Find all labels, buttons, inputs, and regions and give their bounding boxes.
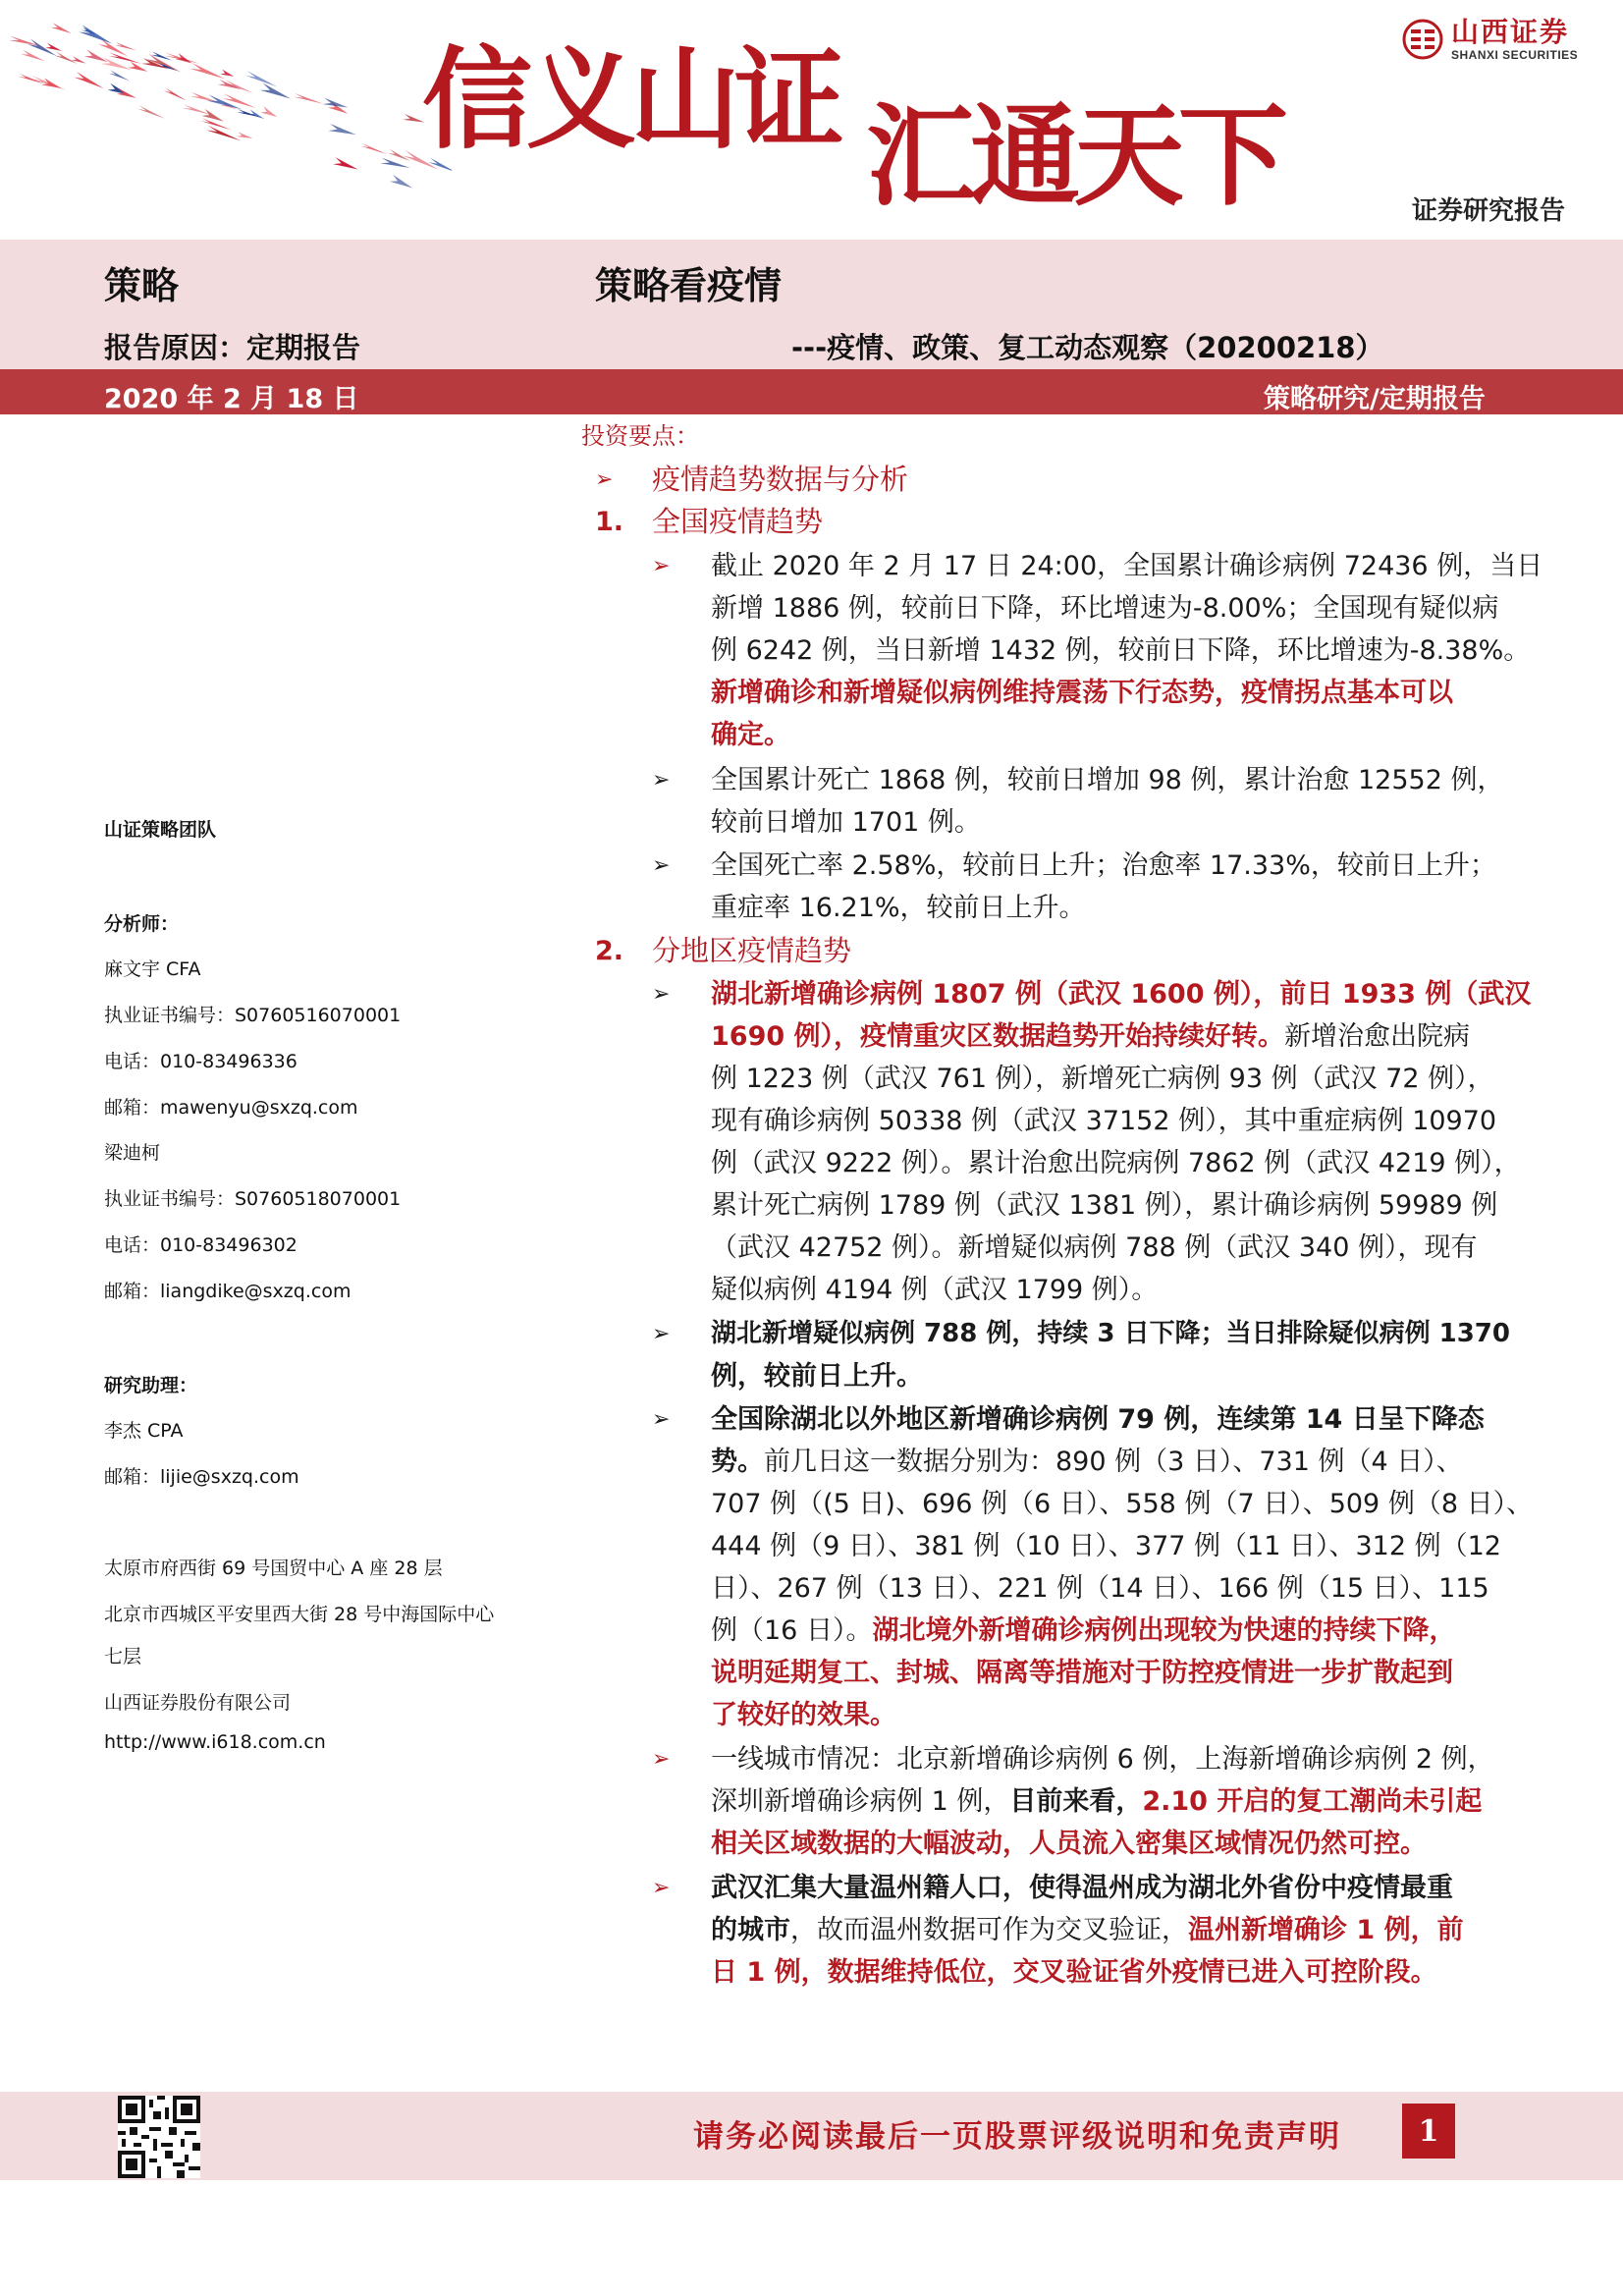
paragraph-line: （武汉 42752 例）。新增疑似病例 788 例（武汉 340 例），现有 (711, 1232, 1478, 1263)
analyst-1-email[interactable]: 邮箱：mawenyu@sxzq.com (104, 1097, 358, 1119)
arrow-shape (84, 50, 110, 66)
key-points-label: 投资要点： (581, 422, 699, 450)
arrow-shape (41, 78, 63, 91)
inline-text: 例（16 日）。 (711, 1615, 873, 1646)
inline-text: 新增治愈出院病 (1284, 1021, 1471, 1052)
paragraph-line: 全国累计死亡 1868 例，较前日增加 98 例，累计治愈 12552 例， (711, 765, 1504, 795)
arrow-bullet-icon: ➢ (595, 467, 614, 492)
analyst-1-cert: 执业证书编号：S0760516070001 (104, 1005, 402, 1026)
paragraph-line-highlight: 相关区域数据的大幅波动，人员流入密集区域情况仍然可控。 (711, 1829, 1427, 1859)
arrow-shape (164, 87, 188, 102)
arrow-shape (260, 106, 279, 120)
inline-text: 前几日这一数据分别为：890 例（3 日）、731 例（4 日）、 (764, 1447, 1463, 1477)
arrow-bullet-icon: ➢ (652, 768, 671, 793)
paragraph-line: 累计死亡病例 1789 例（武汉 1381 例），累计确诊病例 59989 例 (711, 1190, 1498, 1221)
arrow-shape (183, 104, 213, 117)
assistant-label: 研究助理： (104, 1375, 198, 1396)
arrow-shape (206, 126, 242, 143)
arrow-bullet-icon: ➢ (652, 853, 671, 878)
paragraph-line (711, 1617, 1455, 1644)
arrow-shape (260, 83, 293, 103)
paragraph-line (711, 1788, 1482, 1815)
assistant-name: 李杰 CPA (104, 1420, 184, 1442)
paragraph-line: 较前日增加 1701 例。 (711, 807, 981, 838)
logo-mark-icon (1402, 19, 1443, 60)
banner (0, 0, 1623, 240)
slogan-primary: 信义山证 (422, 35, 839, 164)
inline-bold: 势。 (711, 1447, 764, 1477)
paragraph-line: 全国死亡率 2.58%，较前日上升；治愈率 17.33%，较前日上升； (711, 850, 1496, 881)
disclaimer-notice: 请务必阅读最后一页股票评级说明和免责声明 (693, 2119, 1341, 2155)
arrow-shape (224, 80, 254, 94)
arrow-bullet-icon: ➢ (652, 1407, 671, 1432)
analyst-2-name: 梁迪柯 (104, 1142, 161, 1164)
paragraph-line (711, 1023, 1470, 1050)
paragraph-line (711, 1449, 1463, 1475)
analyst-2-email[interactable]: 邮箱：liangdike@sxzq.com (104, 1281, 352, 1302)
inline-highlight: 温州新增确诊 1 例，前 (1188, 1915, 1464, 1945)
report-type-label: 证券研究报告 (1412, 196, 1566, 226)
arrow-bullet-icon: ➢ (652, 982, 671, 1007)
report-title: 策略看疫情 (595, 264, 783, 307)
paragraph-line: 例（武汉 9222 例）。累计治愈出院病例 7862 例（武汉 4219 例）， (711, 1148, 1521, 1178)
slogan-secondary: 汇通天下 (866, 92, 1282, 221)
inline-bold: 目前来看， (1009, 1786, 1143, 1817)
arrow-shape (388, 149, 411, 163)
inline-highlight: 1690 例），疫情重灾区数据趋势开始持续好转。 (711, 1021, 1285, 1052)
arrow-shape (21, 50, 45, 64)
company-logo (1402, 18, 1578, 62)
analyst-1-phone: 电话：010-83496336 (104, 1051, 298, 1072)
paragraph-line-highlight: 了较好的效果。 (711, 1700, 896, 1730)
arrow-shape (189, 63, 226, 82)
arrow-shape (176, 53, 193, 67)
section-2-title: 分地区疫情趋势 (652, 934, 852, 967)
report-category: 策略研究/定期报告 (1264, 384, 1486, 414)
arrow-shape (390, 175, 414, 191)
qr-code-icon[interactable] (118, 2096, 200, 2178)
paragraph-line: 707 例（(5 日)、696 例（6 日）、558 例（7 日）、509 例（8 日）、 (711, 1489, 1534, 1519)
arrow-bullet-icon: ➢ (652, 1322, 671, 1346)
company-name: 山西证券股份有限公司 (104, 1692, 292, 1714)
paragraph-line: 现有确诊病例 50338 例（武汉 37152 例），其中重症病例 10970 (711, 1106, 1497, 1136)
arrow-shape (201, 109, 225, 125)
arrow-shape (245, 71, 279, 89)
address-beijing-cont: 七层 (104, 1646, 142, 1667)
paragraph-line-highlight: 日 1 例，数据维持低位，交叉验证省外疫情已进入可控阶段。 (711, 1957, 1437, 1988)
arrow-bullet-icon: ➢ (652, 554, 671, 578)
arrow-shape (294, 93, 324, 106)
arrow-shape (360, 143, 387, 156)
section-heading: 疫情趋势数据与分析 (652, 463, 909, 496)
section-2-number: 2. (595, 936, 624, 966)
analyst-2-phone: 电话：010-83496302 (104, 1234, 298, 1256)
paragraph-line-highlight: 说明延期复工、封城、隔离等措施对于防控疫情进一步扩散起到 (711, 1658, 1453, 1688)
arrow-shape (222, 93, 256, 110)
inline-bold: 的城市 (711, 1915, 790, 1945)
paragraph-line: 一线城市情况：北京新增确诊病例 6 例，上海新增确诊病例 2 例， (711, 1744, 1494, 1775)
arrow-shape (220, 70, 235, 80)
paragraph-line: 例 1223 例（武汉 761 例），新增死亡病例 93 例（武汉 72 例）， (711, 1064, 1494, 1094)
section-1-number: 1. (595, 507, 624, 537)
arrow-shape (218, 80, 243, 92)
paragraph-line: 新增 1886 例，较前日下降，环比增速为-8.00%；全国现有疑似病 (711, 593, 1499, 624)
paragraph-line-highlight: 湖北新增确诊病例 1807 例（武汉 1600 例），前日 1933 例（武汉 (711, 979, 1532, 1010)
section-1-title: 全国疫情趋势 (652, 505, 824, 538)
analyst-2-cert: 执业证书编号：S0760518070001 (104, 1188, 402, 1210)
inline-highlight: 2.10 开启的复工潮尚未引起 (1142, 1786, 1483, 1817)
paragraph-line: 截止 2020 年 2 月 17 日 24:00，全国累计确诊病例 72436 例，当日 (711, 551, 1543, 581)
analyst-1-name: 麻文宇 CFA (104, 958, 201, 980)
address-taiyuan: 太原市府西街 69 号国贸中心 A 座 28 层 (104, 1558, 443, 1579)
arrow-shape (109, 70, 131, 82)
arrow-shape (328, 124, 356, 138)
arrow-bullet-icon: ➢ (652, 1747, 671, 1772)
inline-text: 深圳新增确诊病例 1 例， (711, 1786, 1010, 1817)
paragraph-line-bold: 武汉汇集大量温州籍人口，使得温州成为湖北外省份中疫情最重 (711, 1873, 1453, 1903)
logo-name-cn: 山西证券 (1451, 16, 1570, 48)
arrow-shape (380, 158, 410, 171)
arrow-shape (206, 94, 243, 112)
paragraph-line-bold: 例，较前日上升。 (711, 1361, 923, 1392)
paragraph-line: 日）、267 例（13 日）、221 例（14 日）、166 例（15 日）、115 (711, 1573, 1489, 1604)
arrow-bullet-icon: ➢ (652, 1876, 671, 1900)
team-name: 山证策略团队 (104, 819, 217, 841)
analyst-label: 分析师： (104, 913, 180, 935)
paragraph-line: 例 6242 例，当日新增 1432 例，较前日下降，环比增速为-8.38%。 (711, 635, 1531, 666)
sector-label: 策略 (104, 264, 180, 307)
paragraph-line-bold: 湖北新增疑似病例 788 例，持续 3 日下降；当日排除疑似病例 1370 (711, 1319, 1510, 1348)
paragraph-line-highlight: 确定。 (711, 720, 790, 750)
arrow-shape (54, 52, 78, 66)
paragraph-line: 疑似病例 4194 例（武汉 1799 例）。 (711, 1275, 1159, 1305)
arrow-shape (237, 132, 253, 140)
inline-highlight: 湖北境外新增确诊病例出现较为快速的持续下降， (872, 1615, 1456, 1646)
assistant-email[interactable]: 邮箱：lijie@sxzq.com (104, 1466, 299, 1488)
report-reason: 报告原因：定期报告 (104, 331, 361, 364)
arrows-decoration (0, 0, 452, 240)
report-subtitle: ---疫情、政策、复工动态观察（20200218） (791, 331, 1384, 364)
inline-text: ，故而温州数据可作为交叉验证， (790, 1915, 1188, 1945)
arrow-shape (137, 105, 166, 120)
arrow-shape (248, 110, 266, 122)
arrow-shape (74, 72, 105, 91)
company-website[interactable]: http://www.i618.com.cn (104, 1731, 326, 1753)
report-date: 2020 年 2 月 18 日 (104, 384, 359, 414)
arrow-shape (98, 39, 130, 59)
page-number: 1 (1402, 2104, 1455, 2159)
arrow-shape (333, 157, 359, 173)
paragraph-line: 444 例（9 日）、381 例（10 日）、377 例（11 日）、312 例（12 (711, 1531, 1501, 1561)
paragraph-line-bold: 全国除湖北以外地区新增确诊病例 79 例，连续第 14 日呈下降态 (711, 1404, 1485, 1435)
address-beijing: 北京市西城区平安里西大街 28 号中海国际中心 (104, 1604, 495, 1625)
logo-name-en: SHANXI SECURITIES (1451, 47, 1579, 62)
arrow-shape (72, 56, 87, 66)
paragraph-line-highlight: 新增确诊和新增疑似病例维持震荡下行态势，疫情拐点基本可以 (711, 678, 1453, 708)
arrow-shape (51, 23, 73, 35)
logo-text (1451, 18, 1578, 62)
paragraph-line: 重症率 16.21%，较前日上升。 (711, 893, 1086, 923)
paragraph-line (711, 1917, 1464, 1943)
